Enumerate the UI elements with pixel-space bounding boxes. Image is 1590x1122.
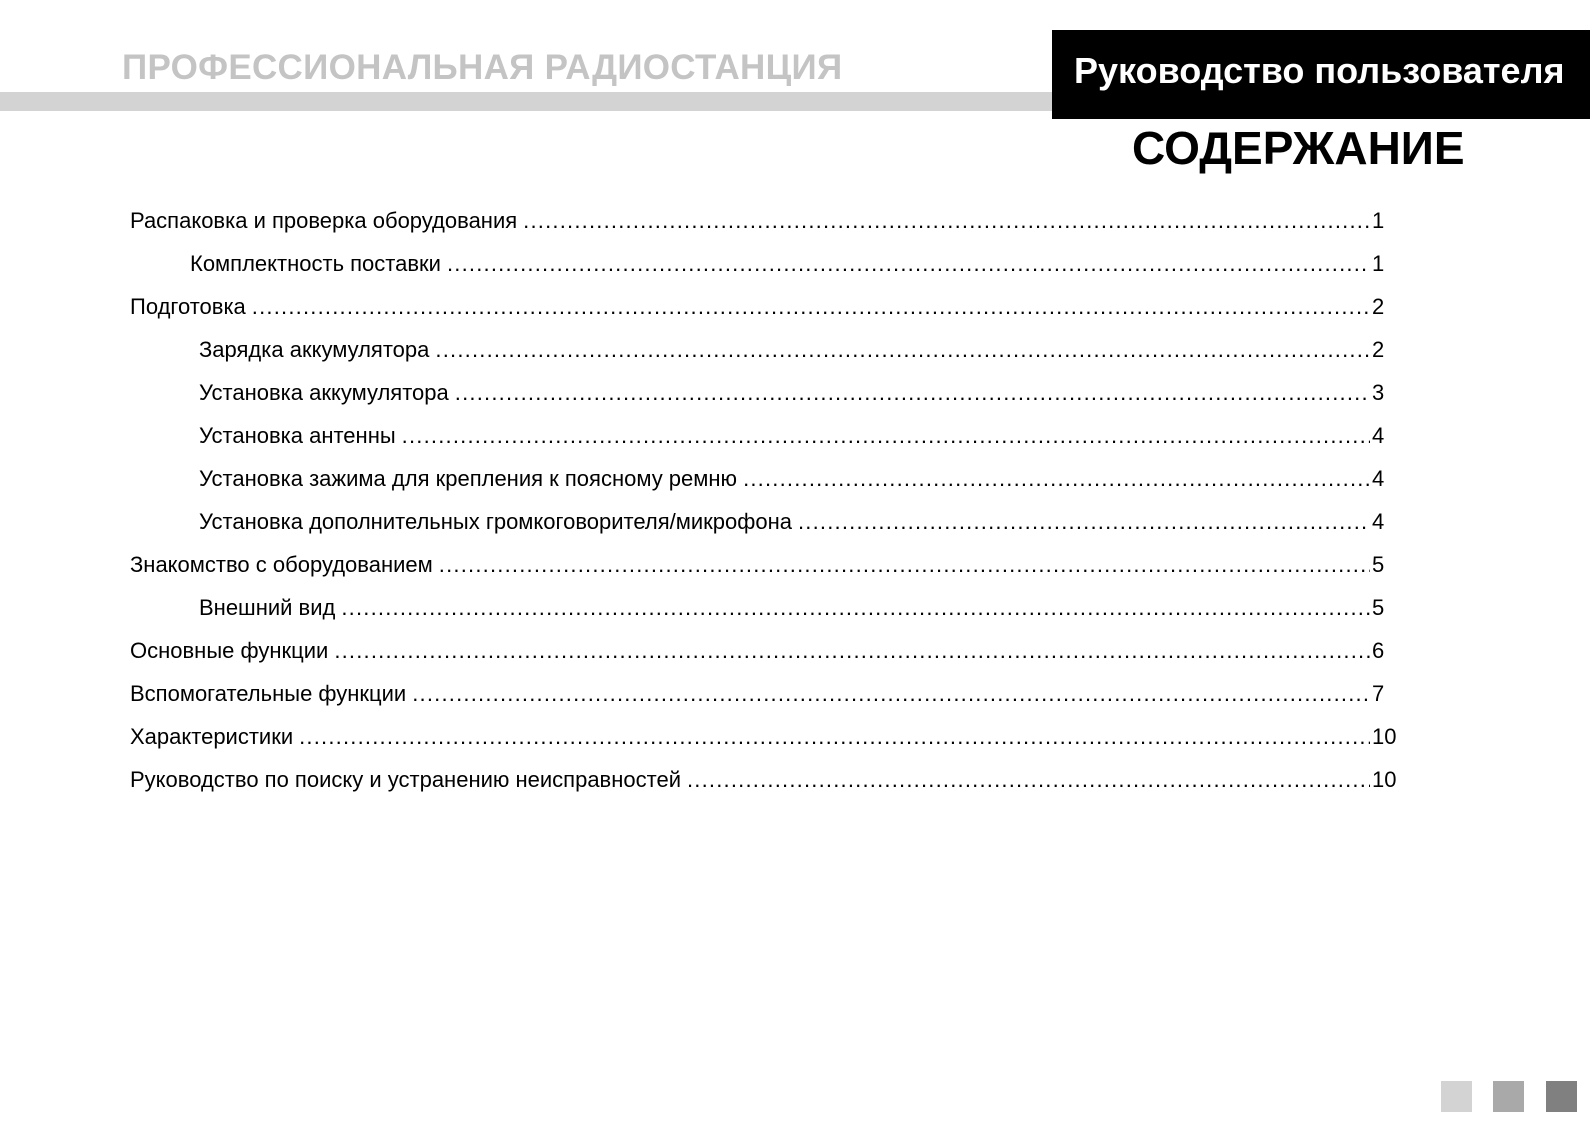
toc-entry-page: 4 [1372,423,1385,448]
header-product-title: ПРОФЕССИОНАЛЬНАЯ РАДИОСТАНЦИЯ [122,48,843,87]
toc-entry [130,509,1400,552]
toc-entry-page: 7 [1372,681,1385,706]
toc-dot-leader [743,466,1370,492]
corner-square-medium [1493,1081,1524,1112]
toc-entry [130,251,1400,294]
toc-entry-page: 1 [1372,208,1385,233]
toc-entry-label: Основные функции [130,638,329,663]
toc-entry-label: Установка аккумулятора [199,380,449,405]
toc-dot-leader [439,552,1370,578]
toc-entry [130,724,1400,767]
toc-entry-label: Руководство по поиску и устранению неисправностей [130,767,681,792]
toc-dot-leader [299,724,1370,750]
corner-square-dark [1546,1081,1577,1112]
toc-dot-leader [523,208,1370,234]
toc-dot-leader [435,337,1370,363]
toc-entry-page: 2 [1372,294,1385,319]
toc-entry-page: 4 [1372,466,1385,491]
toc-entry [130,294,1400,337]
toc-dot-leader [687,767,1370,793]
toc-entry [130,466,1400,509]
toc-entry [130,337,1400,380]
header-manual-title: Руководство пользователя [1074,50,1565,91]
toc-entry [130,638,1400,681]
toc-entry-label: Знакомство с оборудованием [130,552,433,577]
toc-entry-label: Распаковка и проверка оборудования [130,208,518,233]
toc-entry-page: 6 [1372,638,1385,663]
toc-entry [130,767,1400,810]
toc-dot-leader [455,380,1370,406]
toc-dot-leader [447,251,1370,277]
header-rule-bar [0,92,1052,111]
toc-dot-leader [252,294,1370,320]
toc-dot-leader [412,681,1370,707]
toc-entry-page: 1 [1372,251,1385,276]
toc-entry-page: 10 [1372,724,1397,749]
toc-entry-label: Характеристики [130,724,294,749]
toc-entry-page: 2 [1372,337,1385,362]
toc-dot-leader [402,423,1370,449]
toc-entry [130,423,1400,466]
toc-entry [130,595,1400,638]
corner-square-light [1441,1081,1472,1112]
toc-entry-page: 5 [1372,595,1385,620]
toc-entry-label: Комплектность поставки [190,251,441,276]
toc-entry-label: Установка антенны [199,423,396,448]
toc-entry-label: Зарядка аккумулятора [199,337,430,362]
toc-entry-page: 4 [1372,509,1385,534]
toc-entry [130,552,1400,595]
toc-entry-page: 10 [1372,767,1397,792]
toc-dot-leader [341,595,1370,621]
toc-entry-page: 3 [1372,380,1385,405]
toc-dot-leader [334,638,1370,664]
toc-entry-label: Вспомогательные функции [130,681,407,706]
toc-entry [130,380,1400,423]
toc-entry-label: Подготовка [130,294,246,319]
toc-entry [130,681,1400,724]
toc-entry [130,208,1400,251]
toc-entry-page: 5 [1372,552,1385,577]
toc-entry-label: Внешний вид [199,595,336,620]
toc-dot-leader [798,509,1370,535]
toc-entry-label: Установка дополнительных громкоговорителя/микрофона [199,509,792,534]
page-title: СОДЕРЖАНИЕ [1132,122,1465,174]
table-of-contents [130,208,1400,810]
toc-entry-label: Установка зажима для крепления к поясному ремню [199,466,738,491]
